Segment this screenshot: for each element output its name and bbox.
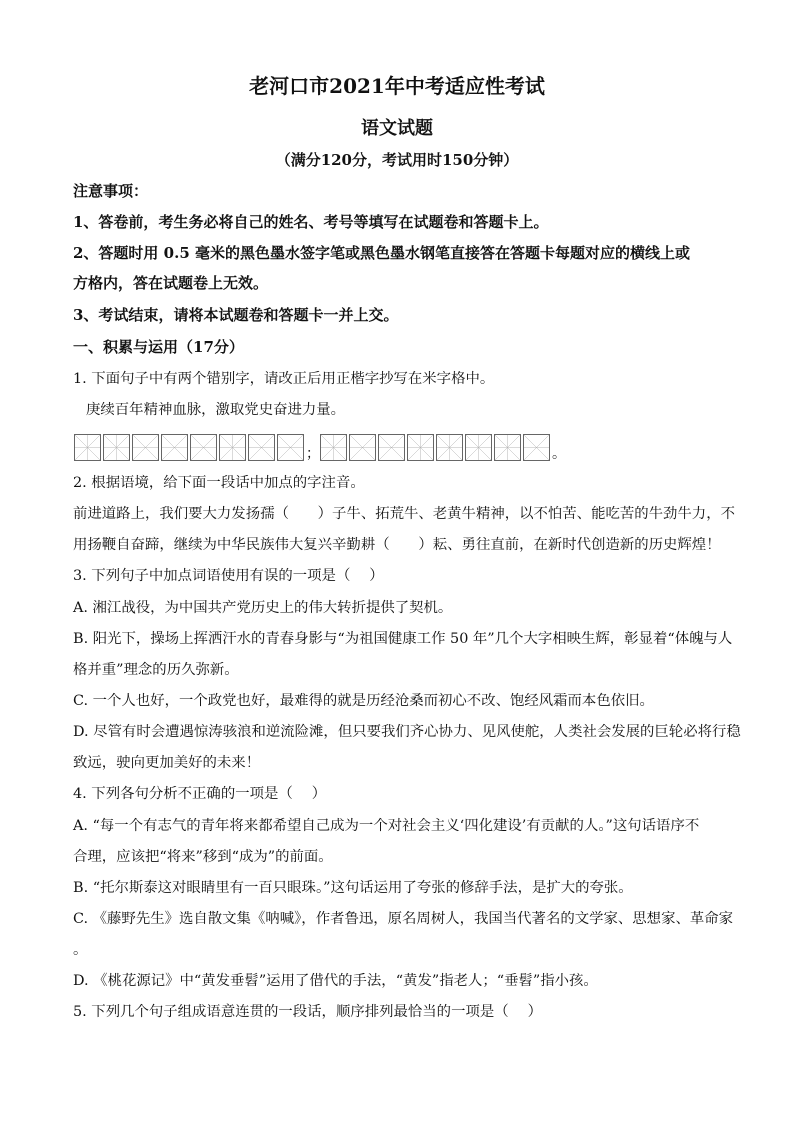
mi-zi-grid-cell[interactable] [190, 434, 217, 461]
mi-zi-grid-cell[interactable] [161, 434, 188, 461]
mi-zi-grid-cell[interactable] [523, 434, 550, 461]
notice-item-1: 1、答卷前，考生务必将自己的姓名、考号等填写在试题卷和答题卡上。 [73, 213, 549, 231]
question-4-option-c-line-1: C. 《藤野先生》选自散文集《呐喊》，作者鲁迅，原名周树人，我国当代著名的文学家、思想家、革命家 [73, 911, 734, 927]
question-4-option-d: D. 《桃花源记》中“黄发垂髫”运用了借代的手法，“黄发”指老人；“垂髫”指小孩。 [73, 973, 598, 989]
question-5-stem: 5. 下列几个句子组成语意连贯的一段话，顺序排列最恰当的一项是（ ） [73, 1004, 542, 1020]
question-3-stem: 3. 下列句子中加点词语使用有误的一项是（ ） [73, 568, 384, 584]
question-4-option-a-line-2: 合理，应该把“将来”移到“成为”的前面。 [73, 849, 333, 865]
question-4-option-a-line-1: A. “每一个有志气的青年将来都希望自己成为一个对社会主义‘四化建设’有贡献的人。”这句话语序不 [73, 818, 700, 834]
question-2-stem: 2. 根据语境，给下面一段话中加点的字注音。 [73, 475, 365, 491]
mi-zi-grid-cell[interactable] [378, 434, 405, 461]
mi-zi-grid-cell[interactable] [436, 434, 463, 461]
question-3-option-b-line-1: B. 阳光下，操场上挥洒汗水的青春身影与“为祖国健康工作 50 年”几个大字相映生辉，彰显着“体魄与人 [73, 631, 733, 647]
grid-separator: ； [306, 446, 320, 462]
mi-zi-grid-cell[interactable] [248, 434, 275, 461]
question-4-stem: 4. 下列各句分析不正确的一项是（ ） [73, 786, 327, 802]
answer-grid-right[interactable] [320, 434, 552, 461]
question-1-sentence: 庚续百年精神血脉，激取党史奋进力量。 [86, 402, 346, 418]
notice-item-2-line-2: 方格内，答在试题卷上无效。 [73, 274, 269, 292]
exam-subject: 语文试题 [361, 118, 433, 139]
question-3-option-c: C. 一个人也好，一个政党也好，最难得的就是历经沧桑而初心不改、饱经风霜而本色依旧。 [73, 693, 654, 709]
mi-zi-grid-cell[interactable] [132, 434, 159, 461]
mi-zi-grid-cell[interactable] [103, 434, 130, 461]
mi-zi-grid-cell[interactable] [219, 434, 246, 461]
section-1-heading: 一、积累与运用（17分） [73, 338, 244, 356]
mi-zi-grid-cell[interactable] [320, 434, 347, 461]
mi-zi-grid-cell[interactable] [465, 434, 492, 461]
mi-zi-grid-cell[interactable] [74, 434, 101, 461]
question-3-option-d-line-2: 致远，驶向更加美好的未来！ [73, 755, 261, 771]
notice-item-3: 3、考试结束，请将本试题卷和答题卡一并上交。 [73, 306, 399, 324]
mi-zi-grid-cell[interactable] [494, 434, 521, 461]
question-3-option-d-line-1: D. 尽管有时会遭遇惊涛骇浪和逆流险滩，但只要我们齐心协力、见风使舵，人类社会发展的巨轮必将行稳 [73, 724, 741, 740]
question-2-line-1: 前进道路上，我们要大力发扬孺（ ）子牛、拓荒牛、老黄牛精神，以不怕苦、能吃苦的牛劲牛力，不 [73, 506, 735, 522]
notice-heading: 注意事项： [73, 182, 149, 200]
answer-grid-left[interactable] [74, 434, 306, 461]
question-3-option-a: A. 湘江战役，为中国共产党历史上的伟大转折提供了契机。 [73, 600, 453, 616]
question-4-option-b: B. “托尔斯泰这对眼睛里有一百只眼珠。”这句话运用了夸张的修辞手法，是扩大的夸张。 [73, 880, 633, 896]
mi-zi-grid-cell[interactable] [277, 434, 304, 461]
mi-zi-grid-cell[interactable] [349, 434, 376, 461]
exam-info: （满分120分，考试用时150分钟） [275, 151, 519, 169]
notice-item-2-line-1: 2、答题时用 0.5 毫米的黑色墨水签字笔或黑色墨水钢笔直接答在答题卡每题对应的横线上或 [73, 244, 690, 262]
question-2-line-2: 用扬鞭自奋蹄，继续为中华民族伟大复兴辛勤耕（ ）耘、勇往直前，在新时代创造新的历史辉煌！ [73, 537, 721, 553]
question-3-option-b-line-2: 格并重”理念的历久弥新。 [73, 662, 239, 678]
exam-title: 老河口市2021年中考适应性考试 [249, 74, 545, 98]
question-4-option-c-line-2: 。 [73, 942, 88, 958]
answer-grid-row [74, 431, 566, 461]
question-1-stem: 1. 下面句子中有两个错别字，请改正后用正楷字抄写在米字格中。 [73, 371, 495, 387]
grid-end-mark: 。 [552, 446, 566, 462]
mi-zi-grid-cell[interactable] [407, 434, 434, 461]
